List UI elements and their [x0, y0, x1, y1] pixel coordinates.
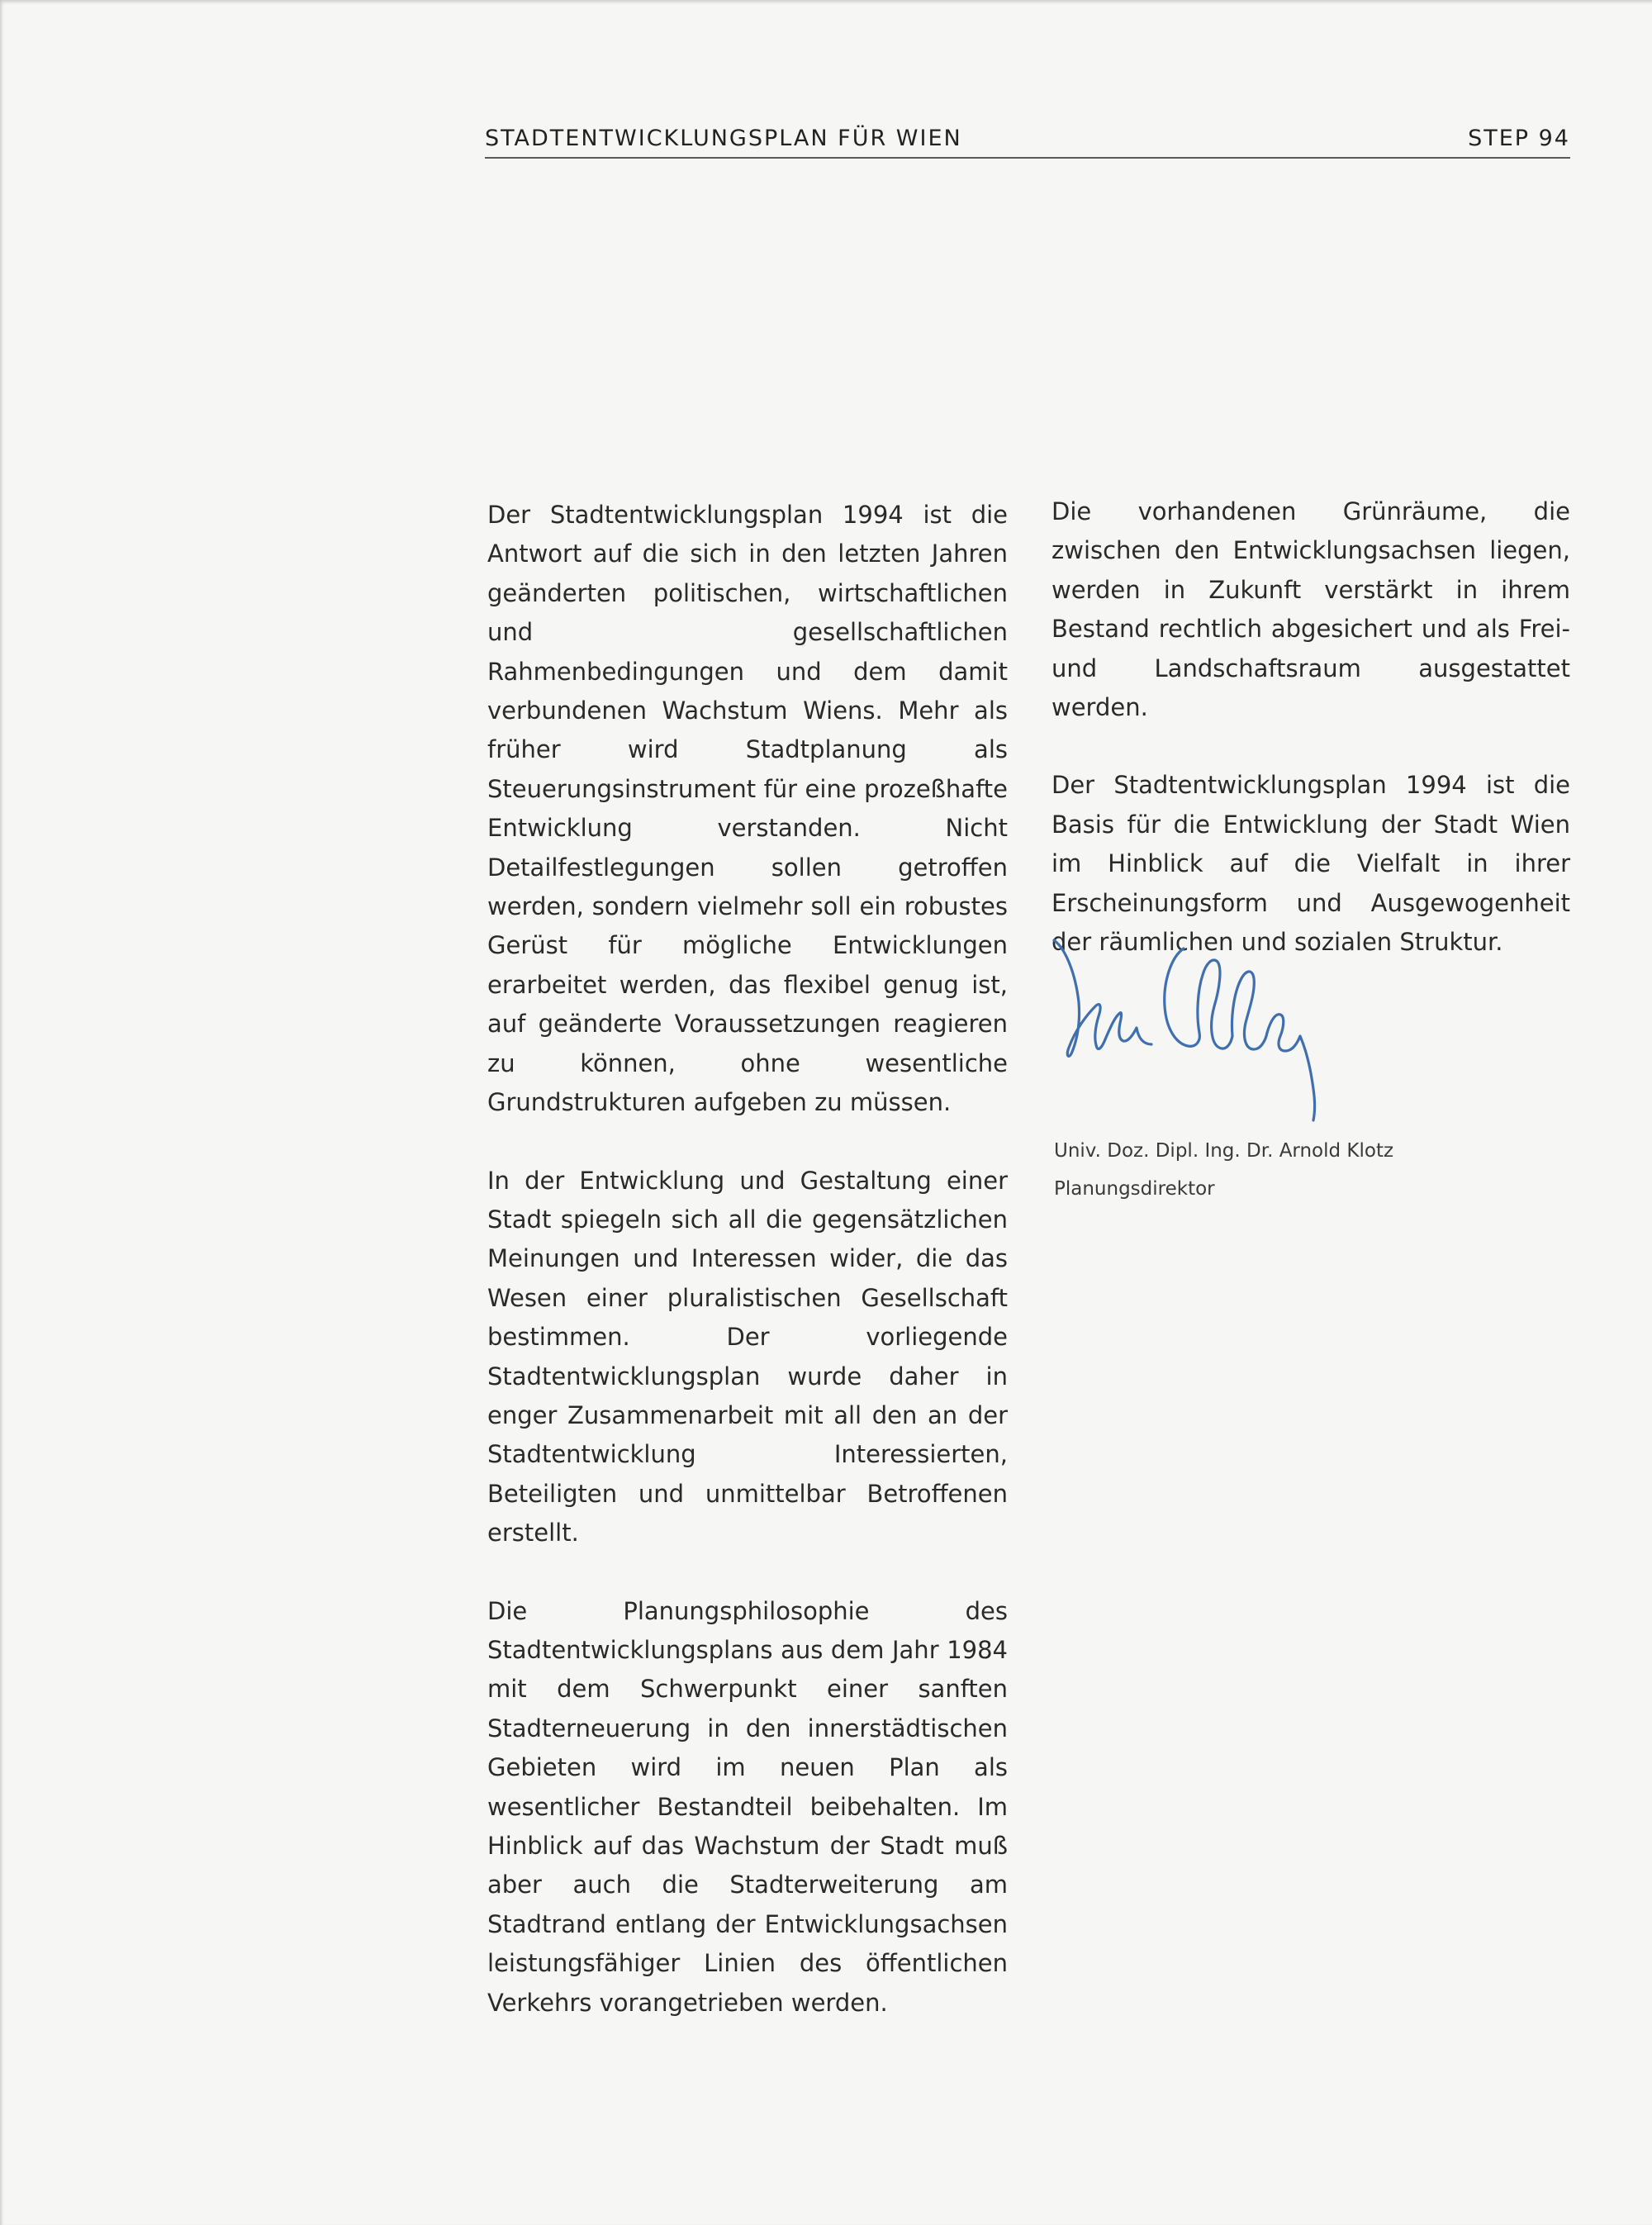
header-title: STADTENTWICKLUNGSPLAN FÜR WIEN	[485, 126, 962, 151]
paragraph: Der Stadtentwicklungsplan 1994 ist die Antwort auf die sich in den letzten Jahren geänderten politischen, wirtschaftlichen und gesellschaftlichen Rahmenbedingungen und dem damit verbundenen Wachstum Wiens. Mehr als früher wird Stadtplanung als Steuerungsinstrument für eine prozeßhafte Entwicklung verstanden. Nicht Detailfestlegungen sollen getroffen werden, sondern vielmehr soll ein robustes Gerüst für mögliche Entwicklungen erarbeitet werden, das flexibel genug ist, auf geänderte Voraussetzungen reagieren zu können, ohne wesentliche Grundstrukturen aufgeben zu müssen.	[487, 501, 1008, 1117]
paragraph: Der Stadtentwicklungsplan 1994 ist die Basis für die Entwicklung der Stadt Wien im Hinblick auf die Vielfalt in ihrer Erscheinungsform und Ausgewogenheit der räumlichen und sozialen Struktur.	[1051, 771, 1570, 957]
header-code: STEP 94	[1468, 126, 1570, 151]
signatory-role: Planungsdirektor	[1054, 1178, 1215, 1200]
handwritten-signature	[1047, 924, 1378, 1139]
signature-stroke	[1054, 940, 1105, 1056]
signature-stroke	[1232, 972, 1267, 1049]
paragraph: In der Entwicklung und Gestaltung einer Stadt spiegeln sich all die gegensätzlichen Meinungen und Interessen wider, die das Wesen einer pluralistischen Gesellschaft bestimmen. Der vorliegende Stadtentwicklungsplan wurde daher in enger Zusammenarbeit mit all den an der Stadtentwicklung Interessierten, Beteiligten und unmittelbar Betroffenen erstellt.	[487, 1166, 1008, 1548]
page-header	[485, 124, 1570, 159]
signature-stroke	[1165, 948, 1200, 1046]
signature-stroke	[1267, 1015, 1315, 1120]
paragraph: Die Planungsphilosophie des Stadtentwicklungsplans aus dem Jahr 1984 mit dem Schwerpunkt einer sanften Stadterneuerung in den innerstädtischen Gebieten wird im neuen Plan als wesentlicher Bestandteil beibehalten. Im Hinblick auf das Wachstum der Stadt muß aber auch die Stadterweiterung am Stadtrand entlang der Entwicklungsachsen leistungsfähiger Linien des öffentlichen Verkehrs vorangetrieben werden.	[487, 1596, 1008, 2017]
signature-stroke	[1105, 1013, 1151, 1044]
paragraph: Die vorhandenen Grünräume, die zwischen den Entwicklungsachsen liegen, werden in Zukunft verstärkt in ihrem Bestand rechtlich abgesichert und als Frei- und Landschaftsraum ausgestattet werden.	[1051, 497, 1570, 722]
left-column	[487, 496, 1008, 2061]
signature-stroke	[1198, 960, 1232, 1048]
signatory-block	[1054, 1132, 1393, 1208]
signatory-name: Univ. Doz. Dipl. Ing. Dr. Arnold Klotz	[1054, 1140, 1394, 1162]
